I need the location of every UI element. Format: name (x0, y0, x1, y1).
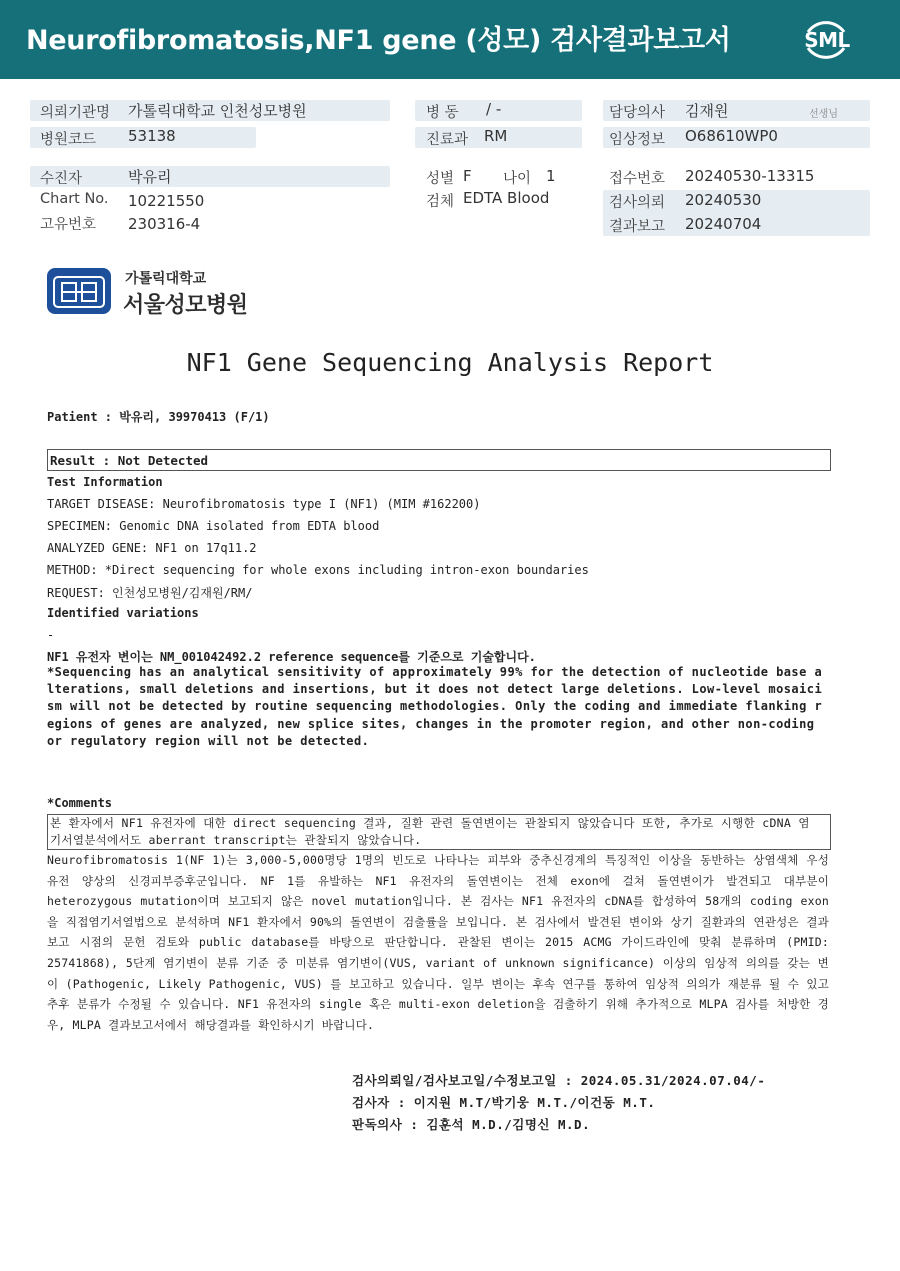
clinical-value: O68610WP0 (685, 127, 778, 145)
report-title: NF1 Gene Sequencing Analysis Report (186, 348, 714, 377)
receipt-value: 20240530-13315 (685, 167, 815, 185)
report-header-title: Neurofibromatosis,NF1 gene (성모) 검사결과보고서 (26, 25, 731, 56)
age-value: 1 (546, 167, 556, 185)
sml-logo-text: SML (804, 28, 850, 52)
doctor-suffix: 선생님 (809, 109, 838, 120)
report-dates: 검사의뢰일/검사보고일/수정보고일 : 2024.05.31/2024.07.04/- (352, 1073, 766, 1088)
target-disease: TARGET DISEASE: Neurofibromatosis type I (NF1) (MIM #162200) (47, 497, 481, 511)
dept-label: 진료과 (426, 132, 469, 148)
chart-label: Chart No. (40, 191, 109, 207)
variations-value: - (47, 628, 55, 642)
patient-band (30, 166, 390, 187)
ward-label: 병 동 (426, 105, 459, 121)
comments-heading: *Comments (47, 796, 113, 810)
reference-note: NF1 유전자 변이는 NM_001042492.2 reference sequence를 기준으로 기술합니다. (47, 650, 536, 664)
patient-label: 수진자 (40, 171, 83, 187)
patient-line: Patient : 박유리, 39970413 (F/1) (47, 410, 270, 424)
report-date-label: 결과보고 (609, 219, 666, 235)
doctor-label: 담당의사 (609, 105, 666, 121)
reading-physicians: 판독의사 : 김훈석 M.D./김명신 M.D. (352, 1117, 591, 1132)
request-label: 검사의뢰 (609, 195, 666, 211)
sex-label: 성별 (426, 171, 455, 187)
comment-box-text: 본 환자에서 NF1 유전자에 대한 direct sequencing 결과, 질환 관련 돌연변이는 관찰되지 않았습니다 또한, 추가로 시행한 cDNA 염기서열분석에서도 aberrant transcript는 관찰되지 않았습니다. (50, 816, 810, 847)
header-bar (0, 0, 900, 79)
examiners: 검사자 : 이지원 M.T/박기웅 M.T./이건동 M.T. (352, 1095, 656, 1110)
result-box (47, 449, 831, 471)
hospital-name-small: 가톨릭대학교 (125, 271, 207, 287)
dept-value: RM (484, 127, 508, 145)
hospital-name-large: 서울성모병원 (123, 293, 248, 318)
doctor-value: 김재원 (685, 102, 729, 120)
comment-box (47, 814, 831, 850)
chart-value: 10221550 (128, 192, 205, 210)
hospital-emblem (46, 267, 112, 315)
report-date-value: 20240704 (685, 215, 762, 233)
sensitivity-note: *Sequencing has an analytical sensitivity of approximately 99% for the detection of nucleotide base alterations, small deletions and insertions, but it does not detect large deletions. Low-level mosaicism will not be detected by routine sequencing methodologies. Only the coding and immediate flanking regions of genes are analyzed, new splice sites, changes in the promoter region, and other non-coding or regulatory region will not be detected. (47, 665, 823, 748)
specimen-line: SPECIMEN: Genomic DNA isolated from EDTA blood (47, 519, 380, 533)
hospital-code-label: 병원코드 (40, 132, 97, 148)
institution-value: 가톨릭대학교 인천성모병원 (128, 102, 307, 120)
sml-logo (800, 14, 852, 66)
request-line: REQUEST: 인천성모병원/김재원/RM/ (47, 586, 253, 600)
method-line: METHOD: *Direct sequencing for whole exons including intron-exon boundaries (47, 563, 589, 577)
variations-heading: Identified variations (47, 606, 199, 620)
request-value: 20240530 (685, 191, 762, 209)
specimen-label: 검체 (426, 194, 455, 210)
receipt-label: 접수번호 (609, 171, 666, 187)
institution-label: 의뢰기관명 (40, 105, 111, 121)
age-label: 나이 (503, 171, 532, 187)
sex-value: F (463, 167, 472, 185)
unique-value: 230316-4 (128, 215, 201, 233)
hospital-code-value: 53138 (128, 127, 176, 145)
test-info-heading: Test Information (47, 475, 163, 489)
unique-label: 고유번호 (40, 217, 97, 233)
ward-value: / - (486, 100, 502, 118)
specimen-value: EDTA Blood (463, 189, 550, 207)
clinical-label: 임상정보 (609, 132, 666, 148)
comment-body: Neurofibromatosis 1(NF 1)는 3,000-5,000명당 1명의 빈도로 나타나는 피부와 중추신경계의 특징적인 이상을 동반하는 상염색체 우성유전 양상의 신경피부증후군입니다. NF 1를 유발하는 NF1 유전자의 돌연변이는 전체 exon에 걸쳐 돌연변이가 발견되고 대부분이 heterozygous mutation이며 보고되지 않은 novel mutation입니다. 본 검사는 NF1 유전자의 cDNA를 합성하여 58개의 coding exon을 직접염기서열법으로 분석하며 NF1 환자에서 90%의 돌연변이 검출률을 보입니다. 본 검사에서 발견된 변이와 상기 질환과의 연관성은 결과 보고 시점의 문헌 검토와 public database를 바탕으로 판단합니다. 관찰된 변이는 2015 ACMG 가이드라인에 맞춰 분류하며 (PMID: 25741868), 5단계 염기변이 분류 기준 중 미분류 염기변이(VUS, variant of unknown significance) 이상의 임상적 의의를 갖는 변이 (Pathogenic, Likely Pathogenic, VUS) 를 보고하고 있습니다. 일부 변이는 후속 연구를 통하여 임상적 의의가 재분류 될 수 있고 추후 분류가 수정될 수 있습니다. NF1 유전자의 single 혹은 multi-exon deletion을 검출하기 위해 추가적으로 MLPA 검사를 처방한 경우, MLPA 결과보고서에서 해당결과를 확인하시기 바랍니다. (47, 853, 829, 1032)
patient-value: 박유리 (128, 168, 172, 186)
analyzed-gene: ANALYZED GENE: NF1 on 17q11.2 (47, 541, 257, 555)
result-text: Result : Not Detected (50, 453, 209, 468)
